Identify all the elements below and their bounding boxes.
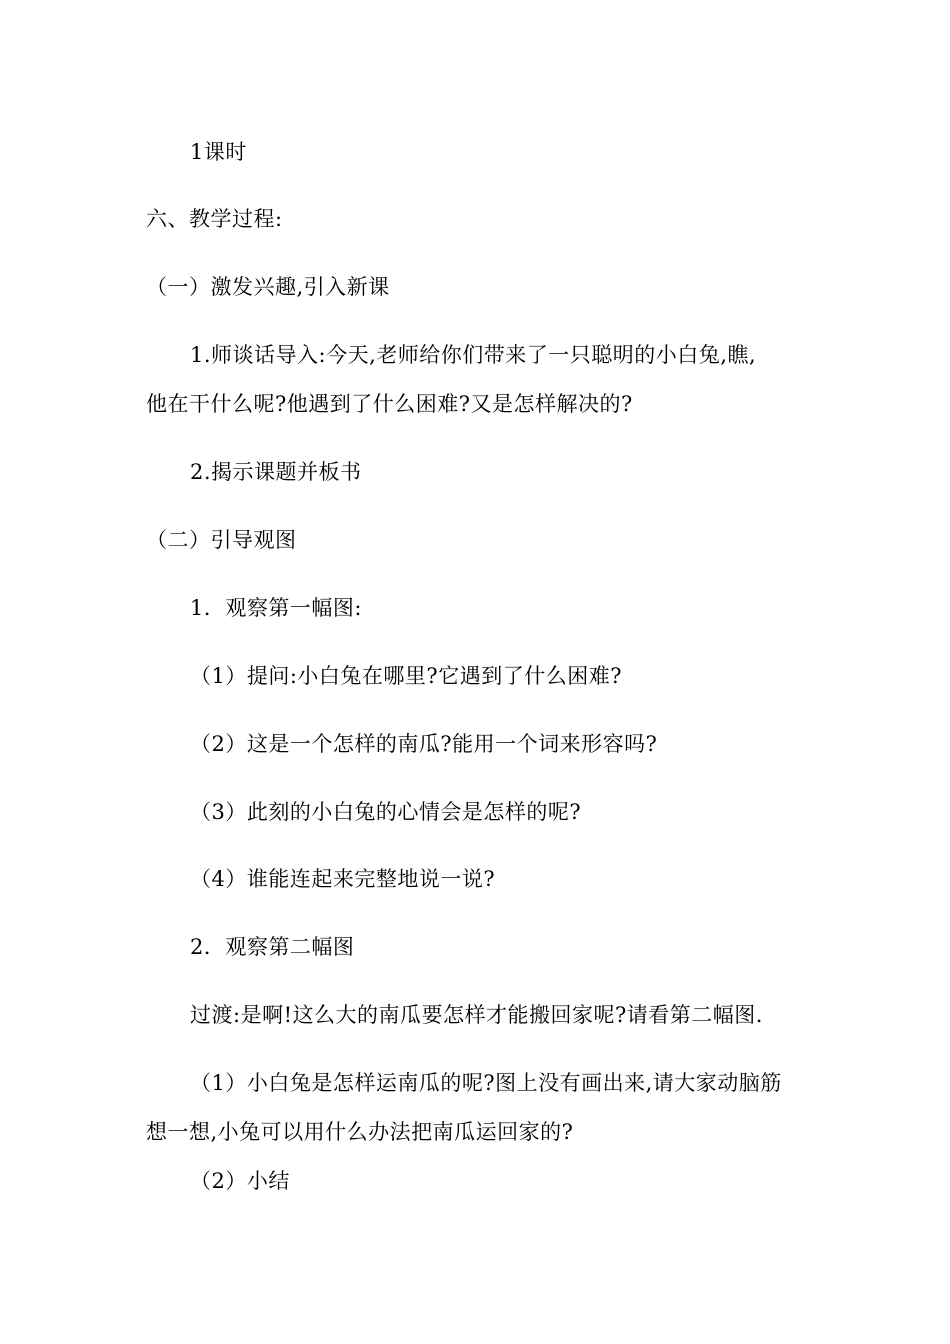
paragraph-line: 1．观察第一幅图: [190,596,362,620]
paragraph-line: 1.师谈话导入:今天,老师给你们带来了一只聪明的小白兔,瞧, [190,343,757,367]
question-line: （2）小结 [190,1169,290,1193]
paragraph-line: 2.揭示课题并板书 [190,460,362,484]
section-heading: 六、教学过程: [146,207,283,231]
paragraph-line: 他在干什么呢?他遇到了什么困难?又是怎样解决的? [146,392,633,416]
class-hours-text: 1课时 [190,140,247,164]
part-heading: （二）引导观图 [146,528,297,552]
question-line: （1）提问:小白兔在哪里?它遇到了什么困难? [190,664,622,688]
paragraph-line: 过渡:是啊!这么大的南瓜要怎样才能搬回家呢?请看第二幅图. [190,1003,763,1027]
question-line: （3）此刻的小白兔的心情会是怎样的呢? [190,800,582,824]
question-line: （4）谁能连起来完整地说一说? [190,867,496,891]
paragraph-line: 想一想,小兔可以用什么办法把南瓜运回家的? [146,1120,574,1144]
question-line: （1）小白兔是怎样运南瓜的呢?图上没有画出来,请大家动脑筋 [190,1071,782,1095]
paragraph-line: 2．观察第二幅图 [190,935,355,959]
part-heading: （一）激发兴趣,引入新课 [146,275,390,299]
question-line: （2）这是一个怎样的南瓜?能用一个词来形容吗? [190,732,658,756]
